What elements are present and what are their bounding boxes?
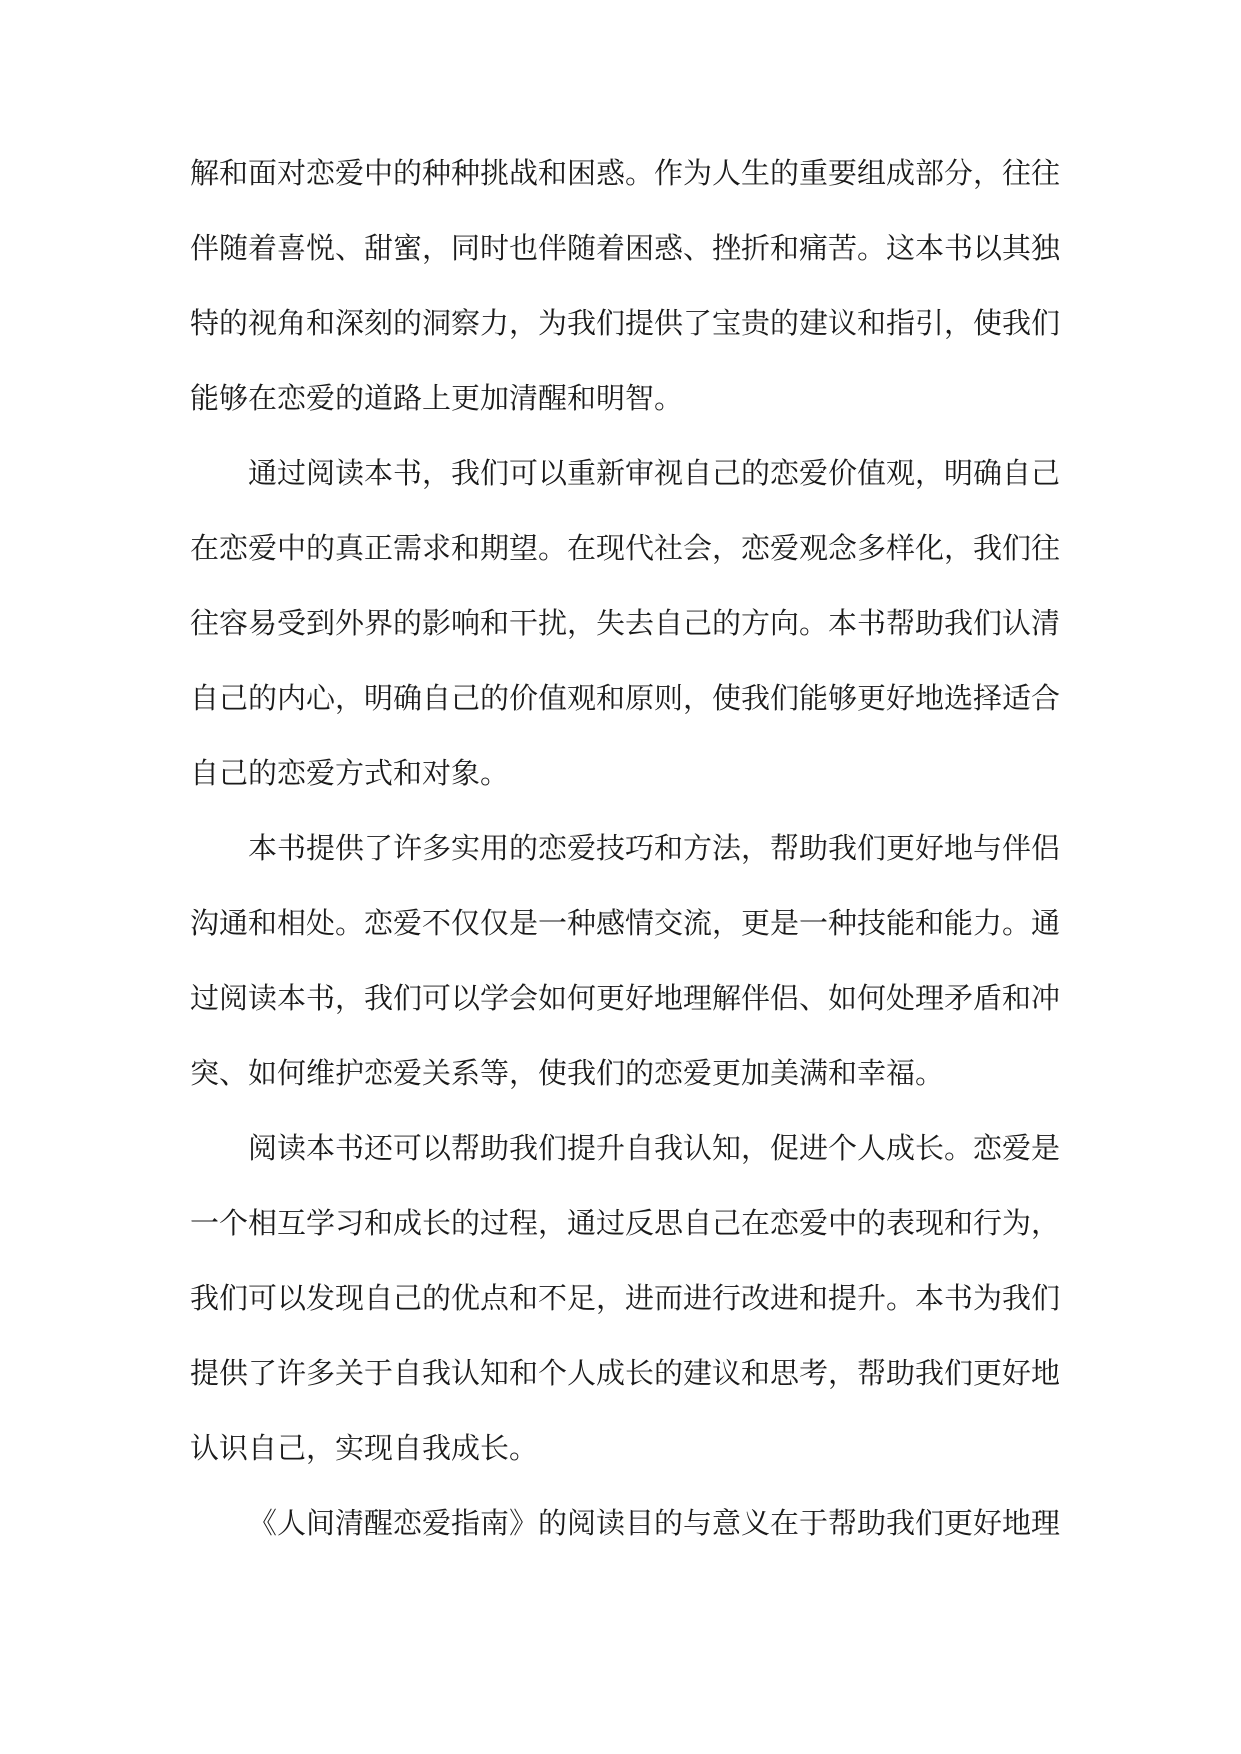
paragraph <box>190 811 1060 1111</box>
paragraph <box>190 136 1060 436</box>
text-line: 在恋爱中的真正需求和期望。在现代社会，恋爱观念多样化，我们往 <box>190 531 1060 565</box>
text-line: 本书提供了许多实用的恋爱技巧和方法，帮助我们更好地与伴侣 <box>248 831 1060 865</box>
text-line: 突、如何维护恋爱关系等，使我们的恋爱更加美满和幸福。 <box>190 1056 945 1090</box>
paragraph <box>190 436 1060 811</box>
text-line: 阅读本书还可以帮助我们提升自我认知，促进个人成长。恋爱是 <box>248 1131 1060 1165</box>
text-line: 自己的恋爱方式和对象。 <box>190 756 510 790</box>
text-line: 能够在恋爱的道路上更加清醒和明智。 <box>190 381 684 415</box>
text-line: 过阅读本书，我们可以学会如何更好地理解伴侣、如何处理矛盾和冲 <box>190 981 1060 1015</box>
text-line: 通过阅读本书，我们可以重新审视自己的恋爱价值观，明确自己 <box>248 456 1060 490</box>
text-line: 一个相互学习和成长的过程，通过反思自己在恋爱中的表现和行为， <box>190 1206 1060 1240</box>
document-body <box>190 136 1060 1561</box>
text-line: 往容易受到外界的影响和干扰，失去自己的方向。本书帮助我们认清 <box>190 606 1060 640</box>
text-line: 《人间清醒恋爱指南》的阅读目的与意义在于帮助我们更好地理 <box>248 1506 1060 1540</box>
text-line: 自己的内心，明确自己的价值观和原则，使我们能够更好地选择适合 <box>190 681 1060 715</box>
text-line: 伴随着喜悦、甜蜜，同时也伴随着困惑、挫折和痛苦。这本书以其独 <box>190 231 1060 265</box>
text-line: 特的视角和深刻的洞察力，为我们提供了宝贵的建议和指引，使我们 <box>190 306 1060 340</box>
text-line: 解和面对恋爱中的种种挑战和困惑。作为人生的重要组成部分，往往 <box>190 156 1060 190</box>
paragraph <box>190 1111 1060 1486</box>
text-line: 提供了许多关于自我认知和个人成长的建议和思考，帮助我们更好地 <box>190 1356 1060 1390</box>
paragraph <box>190 1486 1060 1561</box>
text-line: 沟通和相处。恋爱不仅仅是一种感情交流，更是一种技能和能力。通 <box>190 906 1060 940</box>
text-line: 认识自己，实现自我成长。 <box>190 1431 539 1465</box>
text-line: 我们可以发现自己的优点和不足，进而进行改进和提升。本书为我们 <box>190 1281 1060 1315</box>
